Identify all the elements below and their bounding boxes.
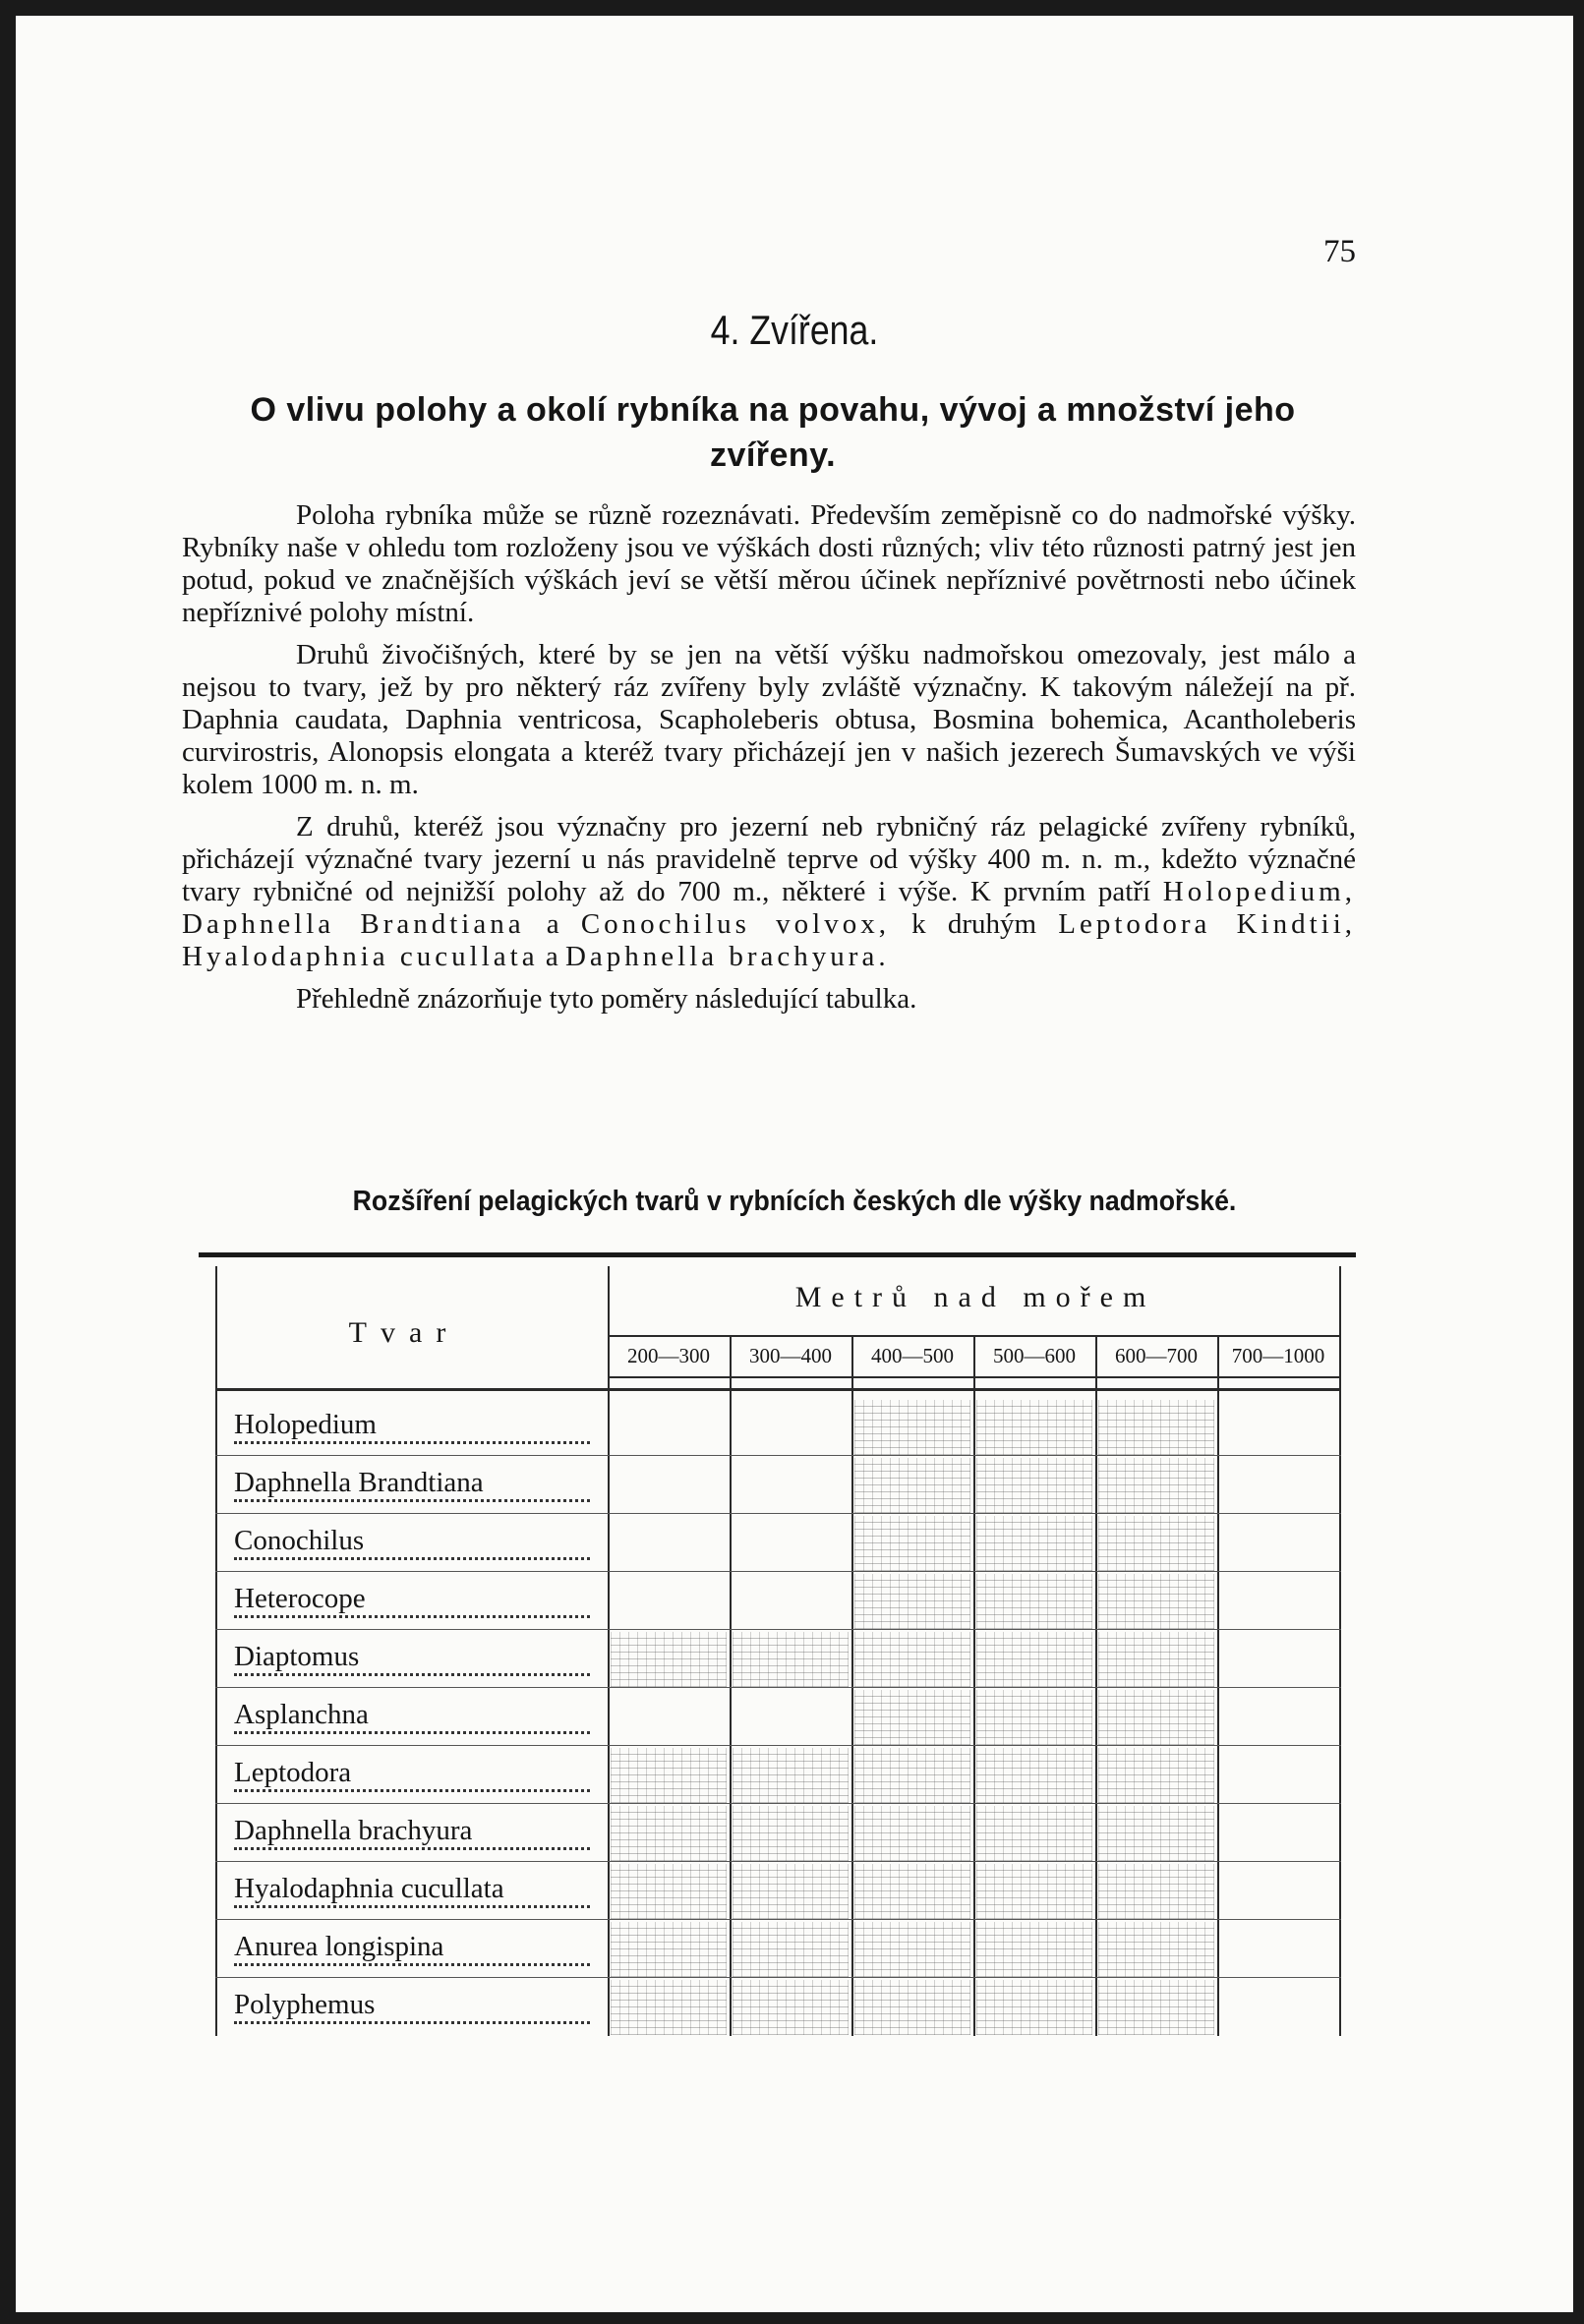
species-name: Asplanchna [234, 1699, 373, 1730]
presence-cell-shaded [1098, 1806, 1214, 1861]
presence-cell-empty [733, 1690, 849, 1745]
presence-cell-empty [1220, 1574, 1336, 1629]
table-row-label [234, 1864, 598, 1921]
presence-cell-shaded [976, 1632, 1092, 1687]
presence-cell-empty [1220, 1516, 1336, 1571]
table-row-label [234, 1922, 598, 1979]
table-row-label [234, 1690, 598, 1747]
table-top-rule [199, 1252, 1356, 1257]
presence-cell-shaded [1098, 1922, 1214, 1977]
document-page [16, 16, 1573, 2312]
species-conochilus: Conochilus volvox, [580, 908, 890, 940]
presence-cell-shaded [733, 1864, 849, 1919]
presence-cell-shaded [976, 1922, 1092, 1977]
presence-cell-shaded [1098, 1400, 1214, 1455]
species-name: Conochilus [234, 1525, 368, 1556]
presence-cell-shaded [733, 1632, 849, 1687]
presence-cell-empty [611, 1400, 727, 1455]
presence-cell-shaded [733, 1748, 849, 1803]
table-row-label [234, 1458, 598, 1515]
table-column-line [608, 1266, 610, 2036]
presence-cell-shaded [976, 1864, 1092, 1919]
presence-cell-shaded [854, 1748, 970, 1803]
column-header-range: 500—600 [993, 1344, 1076, 1367]
presence-cell-empty [1220, 1806, 1336, 1861]
species-name: Polyphemus [234, 1989, 379, 2020]
presence-cell-shaded [976, 1574, 1092, 1629]
presence-cell-shaded [854, 1516, 970, 1571]
presence-cell-shaded [1098, 1748, 1214, 1803]
presence-cell-shaded [611, 1806, 727, 1861]
paragraph-3-mid: k druhým [911, 908, 1037, 940]
presence-cell-empty [1220, 1400, 1336, 1455]
page-number: 75 [1323, 234, 1356, 269]
species-name: Hyalodaphnia cucullata [234, 1873, 508, 1904]
presence-cell-shaded [1098, 1574, 1214, 1629]
presence-cell-shaded [1098, 1632, 1214, 1687]
column-header-form: Tvar [348, 1316, 460, 1349]
table-row-label [234, 1516, 598, 1573]
presence-cell-shaded [854, 1806, 970, 1861]
species-name: Heterocope [234, 1583, 370, 1614]
table-row-label [234, 1980, 598, 2037]
presence-cell-shaded [611, 1922, 727, 1977]
presence-cell-shaded [733, 1922, 849, 1977]
presence-cell-shaded [976, 1458, 1092, 1513]
column-header-meters: Metrů nad mořem [794, 1281, 1156, 1313]
presence-cell-empty [611, 1574, 727, 1629]
presence-cell-shaded [976, 1690, 1092, 1745]
presence-cell-shaded [1098, 1980, 1214, 2035]
presence-cell-empty [1220, 1690, 1336, 1745]
table-header-line [215, 1388, 1341, 1391]
distribution-table [199, 1252, 1356, 2059]
presence-cell-shaded [611, 1980, 727, 2035]
paragraph-1: Poloha rybníka může se různě rozeznávati. Především zeměpisně co do nadmořské výšky. Rybníky naše v ohledu tom rozloženy jsou ve výškách dosti různých; vliv této různosti patrný jest jen potud, pokud ve značnějších výškách jeví se větší měrou účinek nepříznivé povětrnosti nebo účinek nepříznivé polohy místní. [182, 499, 1356, 628]
section-title: 4. Zvířena. [710, 307, 879, 353]
presence-cell-shaded [976, 1748, 1092, 1803]
presence-cell-empty [733, 1516, 849, 1571]
species-name: Diaptomus [234, 1641, 363, 1672]
presence-cell-empty [611, 1516, 727, 1571]
column-header-range: 200—300 [627, 1344, 710, 1367]
species-leptodora-hyalodaphnia: Leptodora Kindtii, Hyalodaphnia cucullata [182, 908, 1357, 972]
paragraph-3-start: Z druhů, kteréž jsou význačny pro jezerní neb rybničný ráz pelagické zvířeny rybníků, přicházejí význačné tvary jezerní u nás pravidelně teprve od výšky 400 m. n. m., kdežto význačné tvary rybničné od nejnižší polohy až do 700 m., některé i výše. K prvním patří [182, 811, 1356, 907]
table-row-label [234, 1632, 598, 1689]
column-header-range: 400—500 [871, 1344, 954, 1367]
presence-cell-shaded [611, 1864, 727, 1919]
species-name: Holopedium [234, 1409, 381, 1440]
paragraph-3 [182, 811, 1356, 973]
presence-cell-shaded [854, 1458, 970, 1513]
column-header-range: 300—400 [749, 1344, 832, 1367]
presence-cell-shaded [976, 1516, 1092, 1571]
presence-cell-shaded [854, 1632, 970, 1687]
presence-cell-empty [1220, 1980, 1336, 2035]
presence-cell-empty [733, 1574, 849, 1629]
species-name: Daphnella brachyura [234, 1815, 476, 1846]
presence-cell-shaded [854, 1922, 970, 1977]
presence-cell-shaded [1098, 1458, 1214, 1513]
species-name: Leptodora [234, 1757, 355, 1788]
table-left-border [215, 1266, 217, 2036]
presence-cell-empty [1220, 1632, 1336, 1687]
presence-cell-shaded [854, 1864, 970, 1919]
table-header-line [608, 1376, 1341, 1378]
table-row-label [234, 1748, 598, 1805]
column-header-range: 700—1000 [1231, 1344, 1325, 1367]
table-column-line [1339, 1266, 1341, 2036]
presence-cell-empty [1220, 1748, 1336, 1803]
species-holopedium-brandtiana: Holopedium, Daphnella Brandtiana [182, 876, 1356, 940]
presence-cell-shaded [733, 1980, 849, 2035]
table-row-label [234, 1574, 598, 1631]
presence-cell-shaded [854, 1690, 970, 1745]
presence-cell-empty [611, 1690, 727, 1745]
table-caption: Rozšíření pelagických tvarů v rybnících českých dle výšky nadmořské. [352, 1186, 1237, 1217]
presence-cell-shaded [976, 1400, 1092, 1455]
paragraph-3-and-2: a [545, 941, 558, 972]
presence-cell-empty [733, 1458, 849, 1513]
paragraph-2: Druhů živočišných, které by se jen na větší výšku nadmořskou omezovaly, jest málo a nejsou to tvary, jež by pro některý ráz zvířeny byly zvláště význačny. K takovým náležejí na př. Daphnia caudata, Daphnia ventricosa, Scapholeberis obtusa, Bosmina bohemica, Acantholeberis curvirostris, Alonopsis elongata a kteréž tvary přicházejí jen v našich jezerech Šumavských ve výši kolem 1000 m. n. m. [182, 639, 1356, 800]
presence-cell-shaded [976, 1806, 1092, 1861]
presence-cell-shaded [976, 1980, 1092, 2035]
presence-cell-shaded [611, 1632, 727, 1687]
species-name: Anurea longispina [234, 1931, 447, 1962]
presence-cell-empty [733, 1400, 849, 1455]
subtitle: O vlivu polohy a okolí rybníka na povahu, vývoj a množství jeho zvířeny. [250, 391, 1296, 474]
presence-cell-shaded [1098, 1516, 1214, 1571]
presence-cell-shaded [854, 1574, 970, 1629]
paragraph-4: Přehledně znázorňuje tyto poměry následující tabulka. [296, 983, 917, 1015]
presence-cell-shaded [611, 1748, 727, 1803]
body-text [182, 499, 1356, 1025]
presence-cell-shaded [733, 1806, 849, 1861]
presence-cell-empty [1220, 1922, 1336, 1977]
presence-cell-shaded [854, 1400, 970, 1455]
presence-cell-empty [611, 1458, 727, 1513]
presence-cell-shaded [1098, 1864, 1214, 1919]
species-name: Daphnella Brandtiana [234, 1467, 488, 1498]
presence-cell-empty [1220, 1458, 1336, 1513]
presence-cell-shaded [854, 1980, 970, 2035]
paragraph-3-and-1: a [546, 908, 559, 940]
column-header-range: 600—700 [1115, 1344, 1198, 1367]
presence-cell-empty [1220, 1864, 1336, 1919]
species-daphnella-brachyura: Daphnella brachyura. [564, 941, 890, 972]
presence-cell-shaded [1098, 1690, 1214, 1745]
table-row-label [234, 1400, 598, 1457]
table-row-label [234, 1806, 598, 1863]
